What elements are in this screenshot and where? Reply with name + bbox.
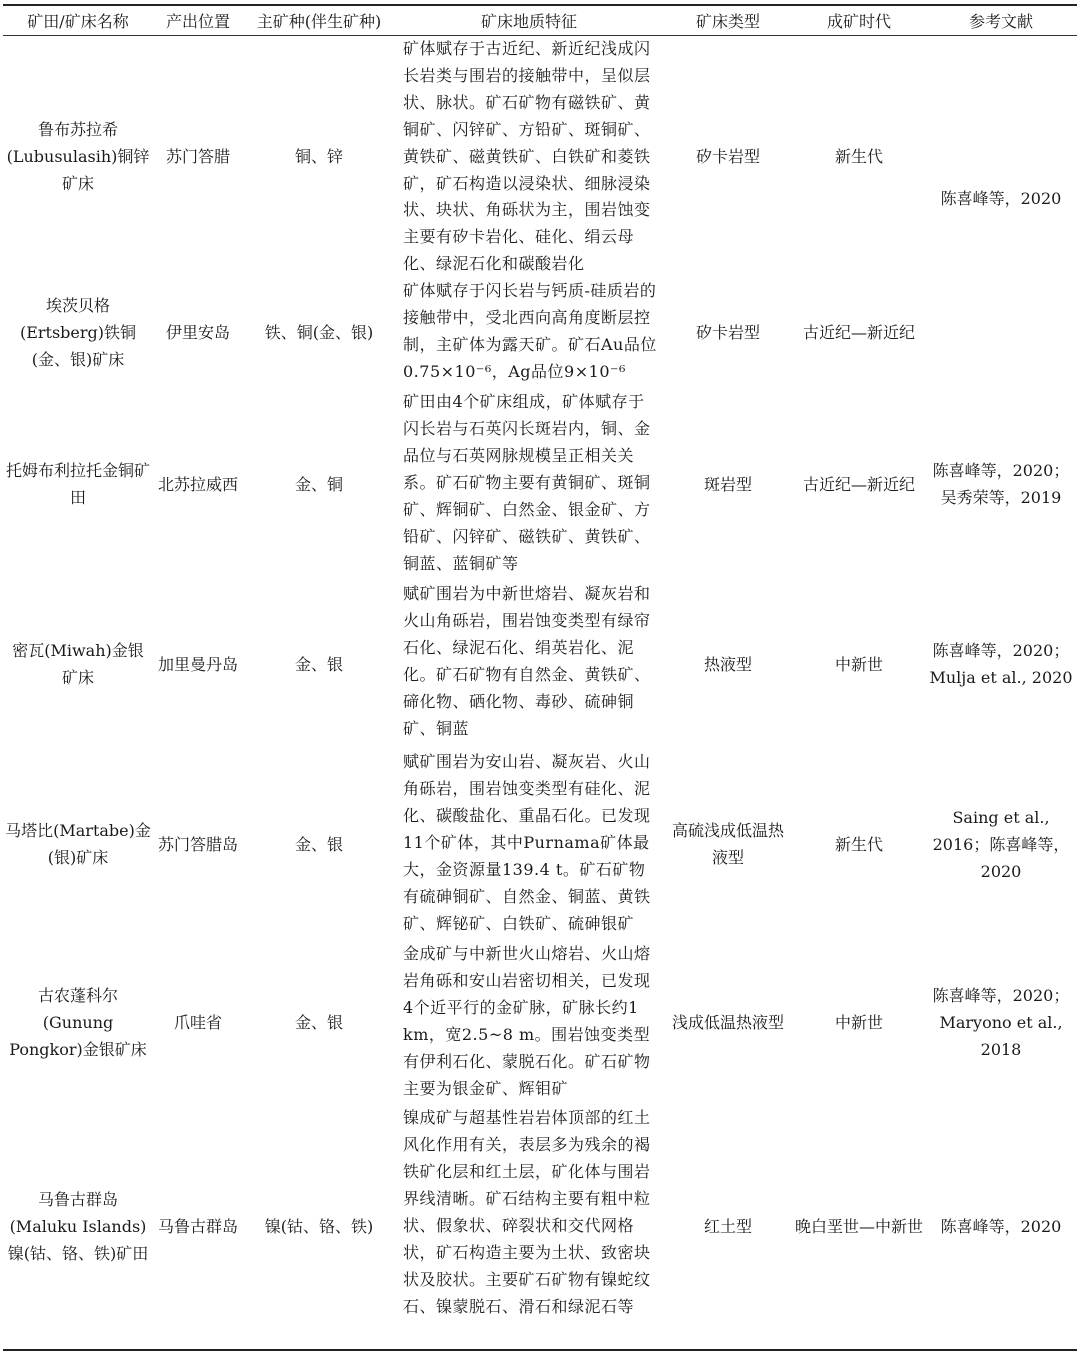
cell-name: 马塔比(Martabe)金(银)矿床: [5, 821, 151, 868]
cell-features: 镍成矿与超基性岩岩体顶部的红土风化作用有关，表层多为残余的褐铁矿化层和红土层，矿化体与围岩界线清晰。矿石结构主要有粗中粒状、假象状、碎裂状和交代网格状，矿石构造主要为土状、致密块状及胶状。主要矿石矿物有镍蛇纹石、镍蒙脱石、滑石和绿泥石等: [403, 1108, 651, 1316]
header-name: 矿田/矿床名称: [3, 5, 153, 36]
cell-type: 矽卡岩型: [695, 323, 760, 343]
cell-age: 古近纪—新近纪: [802, 474, 915, 494]
cell-minerals: 铁、铜(金、银): [264, 323, 374, 343]
cell-type: 红土型: [703, 1216, 752, 1236]
cell-location: 伊里安岛: [165, 323, 230, 343]
cell-ref: 陈喜峰等，2020: [940, 189, 1062, 208]
cell-features: 赋矿围岩为中新世熔岩、凝灰岩和火山角砾岩，围岩蚀变类型有绿帘石化、绿泥石化、绢英岩化、泥化。矿石矿物有自然金、黄铁矿、碲化物、硒化物、毒砂、硫砷铜矿、铜蓝: [403, 584, 651, 738]
cell-name: 马鲁古群岛(Maluku Islands)镍(钴、铬、铁)矿田: [7, 1189, 149, 1263]
cell-minerals: 金、银: [294, 654, 343, 674]
cell-minerals: 金、铜: [294, 474, 343, 494]
header-type: 矿床类型: [663, 5, 793, 36]
cell-age: 中新世: [834, 654, 883, 674]
table-row: [3, 941, 1077, 1105]
cell-minerals: 金、银: [294, 1012, 343, 1032]
header-row: [3, 5, 1077, 36]
cell-name: 密瓦(Miwah)金银矿床: [12, 641, 144, 688]
cell-minerals: 镍(钴、铬、铁): [264, 1216, 374, 1236]
cell-location: 加里曼丹岛: [157, 654, 238, 674]
cell-type: 高硫浅成低温热液型: [671, 821, 784, 868]
cell-features: 矿体赋存于闪长岩与钙质-硅质岩的接触带中，受北西向高角度断层控制，主矿体为露天矿。矿石Au品位0.75×10⁻⁶，Ag品位9×10⁻⁶: [403, 281, 657, 381]
cell-ref: 陈喜峰等，2020；Mulja et al., 2020: [929, 641, 1073, 688]
cell-minerals: 铜、锌: [294, 146, 343, 166]
cell-ref: 陈喜峰等，2020；吴秀荣等，2019: [932, 461, 1070, 508]
cell-age: 新生代: [834, 834, 883, 854]
table-row: [3, 1105, 1077, 1350]
table-row: [3, 389, 1077, 581]
cell-location: 苏门答腊: [165, 146, 230, 166]
cell-name: 鲁布苏拉希(Lubusulasih)铜锌矿床: [6, 119, 150, 193]
cell-type: 斑岩型: [703, 474, 752, 494]
table-row: [3, 278, 1077, 389]
header-age: 成矿时代: [793, 5, 925, 36]
cell-type: 浅成低温热液型: [671, 1012, 784, 1032]
header-features: 矿床地质特征: [395, 5, 663, 36]
header-ref: 参考文献: [925, 5, 1077, 36]
cell-type: 矽卡岩型: [695, 146, 760, 166]
cell-type: 热液型: [703, 654, 752, 674]
cell-features: 矿田由4个矿床组成，矿体赋存于闪长岩与石英闪长斑岩内，铜、金品位与石英网脉规模呈正相关关系。矿石矿物主要有黄铜矿、斑铜矿、辉铜矿、白然金、银金矿、方铅矿、闪锌矿、磁铁矿、黄铁矿、铜蓝、蓝铜矿等: [403, 392, 651, 573]
cell-name: 托姆布利拉托金铜矿田: [5, 461, 150, 508]
header-location: 产出位置: [153, 5, 243, 36]
cell-ref: 陈喜峰等，2020；Maryono et al., 2018: [932, 985, 1070, 1059]
cell-location: 北苏拉威西: [157, 474, 238, 494]
cell-ref: 陈喜峰等，2020: [940, 1216, 1062, 1236]
cell-name: 古农蓬科尔(Gunung Pongkor)金银矿床: [9, 985, 147, 1059]
cell-minerals: 金、银: [294, 834, 343, 854]
deposit-table: [3, 4, 1077, 1351]
cell-features: 金成矿与中新世火山熔岩、火山熔岩角砾和安山岩密切相关，已发现4个近平行的金矿脉，矿脉长约1 km，宽2.5~8 m。围岩蚀变类型有伊利石化、蒙脱石化。矿石矿物主要为银金矿、辉钼矿: [403, 944, 651, 1098]
table-row: [3, 749, 1077, 941]
header-minerals: 主矿种(伴生矿种): [243, 5, 395, 36]
cell-features: 赋矿围岩为安山岩、凝灰岩、火山角砾岩，围岩蚀变类型有硅化、泥化、碳酸盐化、重晶石化。已发现11个矿体，其中Purnama矿体最大，金资源量139.4 t。矿石矿物有硫砷铜矿、自然金、铜蓝、黄铁矿、辉铋矿、白铁矿、硫砷银矿: [403, 752, 651, 933]
cell-ref: Saing et al., 2016；陈喜峰等，2020: [932, 807, 1070, 881]
cell-location: 马鲁古群岛: [157, 1216, 238, 1236]
cell-features: 矿体赋存于古近纪、新近纪浅成闪长岩类与围岩的接触带中，呈似层状、脉状。矿石矿物有磁铁矿、黄铜矿、闪锌矿、方铅矿、斑铜矿、黄铁矿、磁黄铁矿、白铁矿和菱铁矿，矿石构造以浸染状、细脉浸染状、块状、角砾状为主，围岩蚀变主要有矽卡岩化、硅化、绢云母化、绿泥石化和碳酸岩化: [403, 39, 651, 274]
cell-location: 爪哇省: [173, 1012, 222, 1032]
table-row: [3, 36, 1077, 279]
cell-age: 新生代: [834, 146, 883, 166]
cell-location: 苏门答腊岛: [157, 834, 238, 854]
cell-age: 晚白垩世—中新世: [795, 1216, 924, 1236]
table-row: [3, 581, 1077, 749]
cell-age: 中新世: [834, 1012, 883, 1032]
cell-age: 古近纪—新近纪: [802, 323, 915, 343]
cell-name: 埃茨贝格(Ertsberg)铁铜(金、银)矿床: [19, 296, 137, 370]
